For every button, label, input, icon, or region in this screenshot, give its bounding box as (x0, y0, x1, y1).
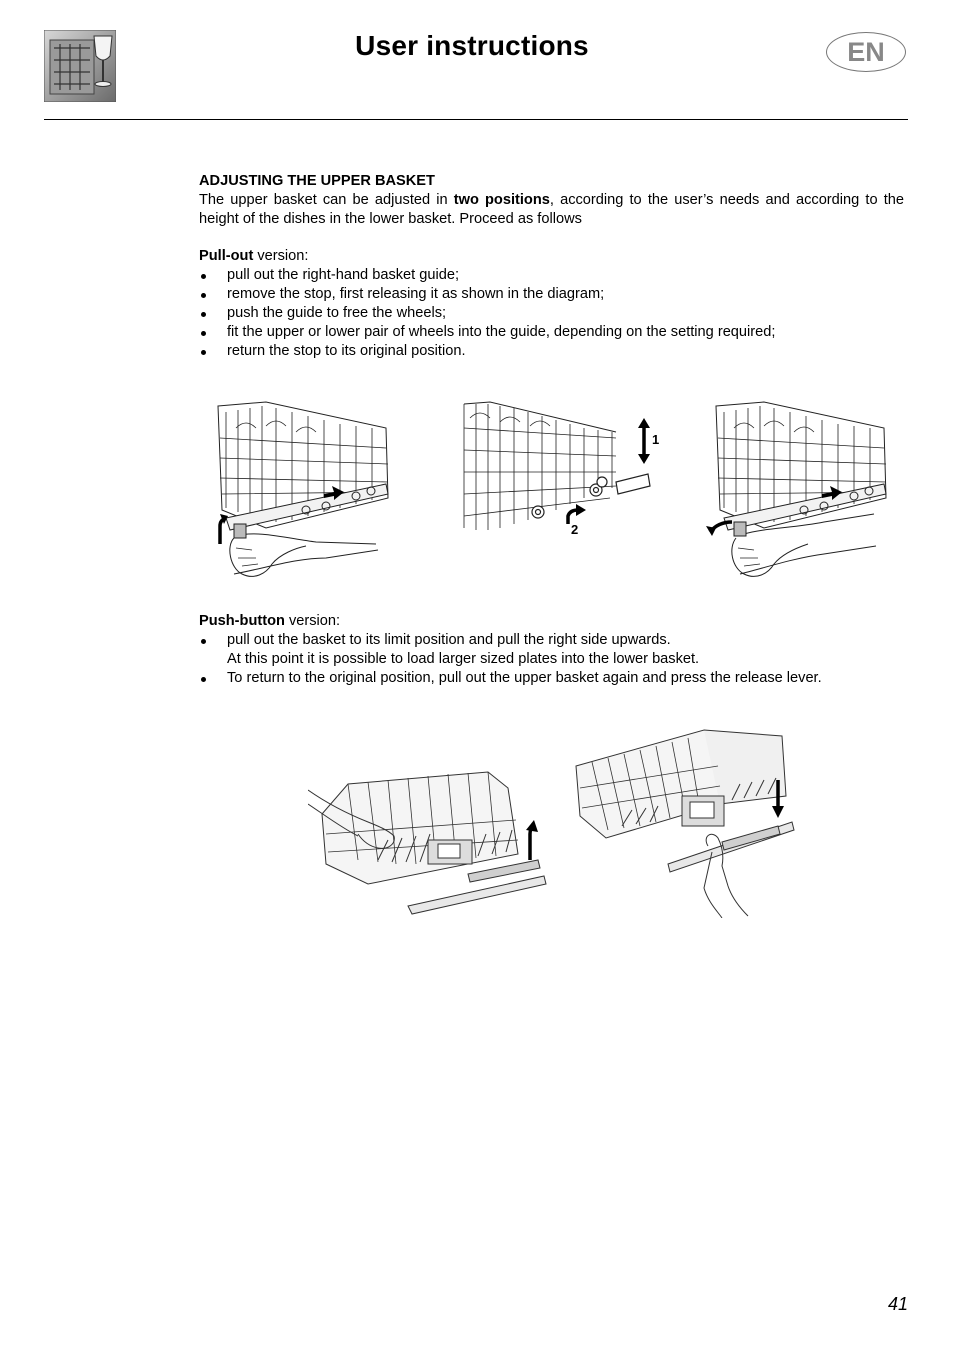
list-item: remove the stop, first releasing it as shown in the diagram; (199, 285, 904, 304)
pushbutton-figure-1 (308, 764, 548, 916)
pushbutton-steps (199, 631, 904, 688)
pushbutton-figure-2 (572, 726, 800, 918)
step-1-label: 1 (652, 432, 660, 447)
pushbutton-section (199, 612, 904, 688)
pushbutton-label-bold: Push-button (199, 613, 285, 629)
page-title: User instructions (355, 30, 589, 61)
list-item: push the guide to free the wheels; (199, 304, 904, 323)
pullout-steps (199, 266, 904, 361)
header-divider (44, 119, 908, 120)
pushbutton-step-1-note: At this point it is possible to load larger sized plates into the lower basket. (227, 651, 700, 667)
step-2-label: 2 (571, 522, 579, 537)
list-item: return the stop to its original position. (199, 342, 904, 361)
list-item (199, 631, 904, 669)
intro-text-start: The upper basket can be adjusted in (199, 192, 454, 208)
pullout-label-rest: version: (253, 248, 309, 264)
pushbutton-step-1: pull out the basket to its limit position and pull the right side upwards. (227, 632, 671, 648)
main-content (199, 172, 904, 361)
intro-text-end: , according to the user’s needs and according to the height of the dishes in the lower basket. Proceed as follows (199, 192, 904, 227)
list-item: pull out the right-hand basket guide; (199, 266, 904, 285)
page-number: 41 (887, 1294, 908, 1314)
intro-paragraph (199, 191, 904, 229)
pullout-figure-2 (460, 398, 660, 542)
pullout-label (199, 247, 904, 266)
section-heading: ADJUSTING THE UPPER BASKET (199, 173, 435, 189)
pullout-figure-3 (704, 398, 894, 586)
pullout-label-bold: Pull-out (199, 248, 254, 264)
intro-text-bold: two positions (453, 192, 550, 208)
pushbutton-label (199, 612, 904, 631)
language-badge: EN (826, 32, 906, 72)
list-item: To return to the original position, pull out the upper basket again and press the release lever. (199, 669, 904, 688)
pullout-section (199, 247, 904, 361)
pullout-figure-1 (206, 398, 396, 586)
list-item: fit the upper or lower pair of wheels into the guide, depending on the setting required; (199, 323, 904, 342)
pushbutton-label-rest: version: (284, 613, 341, 629)
